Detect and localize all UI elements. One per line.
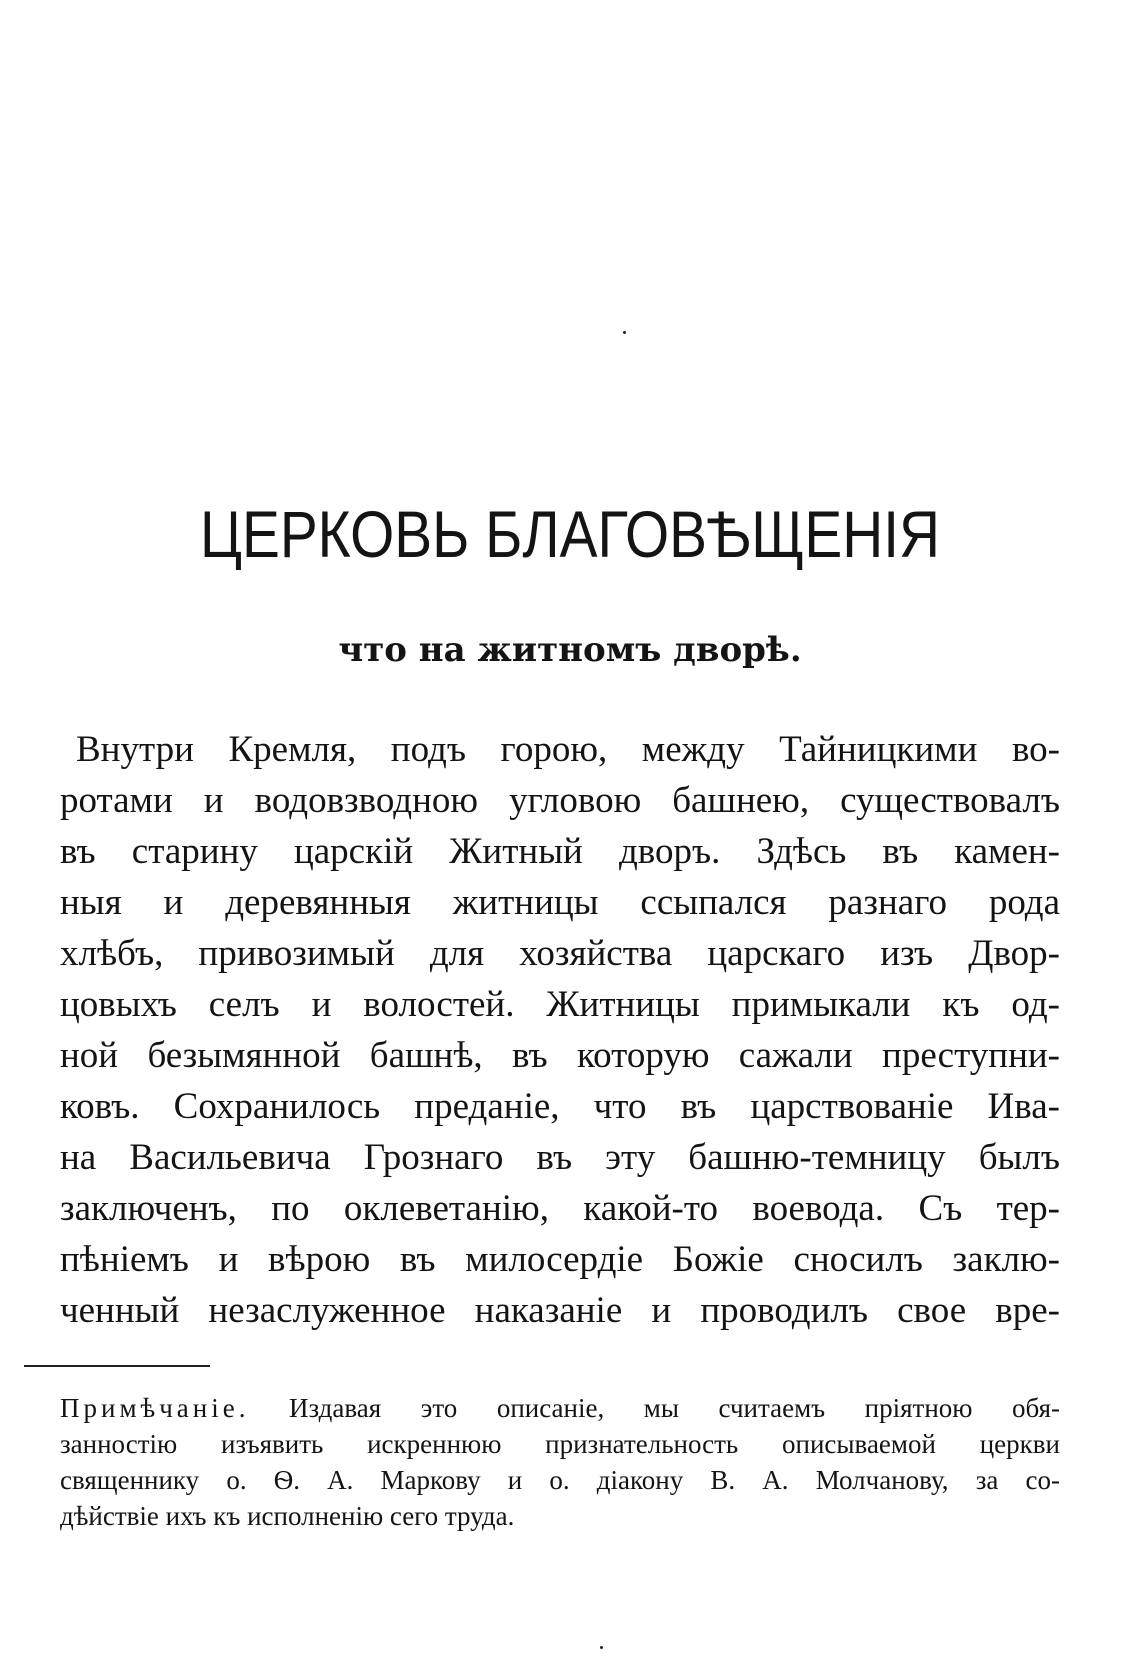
body-line: цовыхъ селъ и волостей. Житницы примыкали къ од- (60, 984, 1060, 1025)
body-line: въ старину царскій Житный дворъ. Здѣсь въ камен- (60, 831, 1060, 872)
footnote-divider (24, 1365, 210, 1367)
chapter-title: ЦЕРКОВЬ БЛАГОВѢЩЕНІЯ (199, 497, 941, 571)
body-paragraph (60, 724, 1060, 1336)
body-line: ротами и водовзводною угловою башнею, существовалъ (60, 780, 1060, 821)
body-line: пѣніемъ и вѣрою въ милосердіе Божіе сносилъ заклю- (60, 1239, 1060, 1280)
body-line: ныя и деревянныя житницы ссыпался разнаго рода (60, 882, 1060, 923)
footnote-line: дѣйствіе ихъ къ исполненію сего труда. (60, 1501, 515, 1531)
body-line: ковъ. Сохранилось преданіе, что въ царствованіе Ива- (60, 1086, 1060, 1127)
footnote-text: Издавая это описаніе, мы считаемъ пріятною обя- (289, 1393, 1060, 1423)
page-speck (600, 1646, 603, 1649)
footnote-line (60, 1390, 1060, 1426)
body-line: на Васильевича Грознаго въ эту башню-темницу былъ (60, 1137, 1060, 1178)
footnote-line: занностію изъявить искреннюю признательность описываемой церкви (60, 1429, 1060, 1459)
footnote (60, 1390, 1060, 1534)
footnote-label: Примѣчаніе. (60, 1393, 250, 1423)
body-line: заключенъ, по оклеветанію, какой-то воевода. Съ тер- (60, 1188, 1060, 1229)
body-line: ченный незаслуженное наказаніе и проводилъ свое вре- (60, 1290, 1060, 1331)
chapter-subtitle: что на житномъ дворѣ. (338, 630, 802, 670)
footnote-line: священнику о. Ѳ. А. Маркову и о. діакону В. А. Молчанову, за со- (60, 1465, 1060, 1495)
body-line: ной безымянной башнѣ, въ которую сажали преступни- (60, 1035, 1060, 1076)
page-speck (623, 331, 626, 334)
body-line: Внутри Кремля, подъ горою, между Тайницкими во- (76, 729, 1060, 770)
body-line: хлѣбъ, привозимый для хозяйства царскаго изъ Двор- (60, 933, 1060, 974)
